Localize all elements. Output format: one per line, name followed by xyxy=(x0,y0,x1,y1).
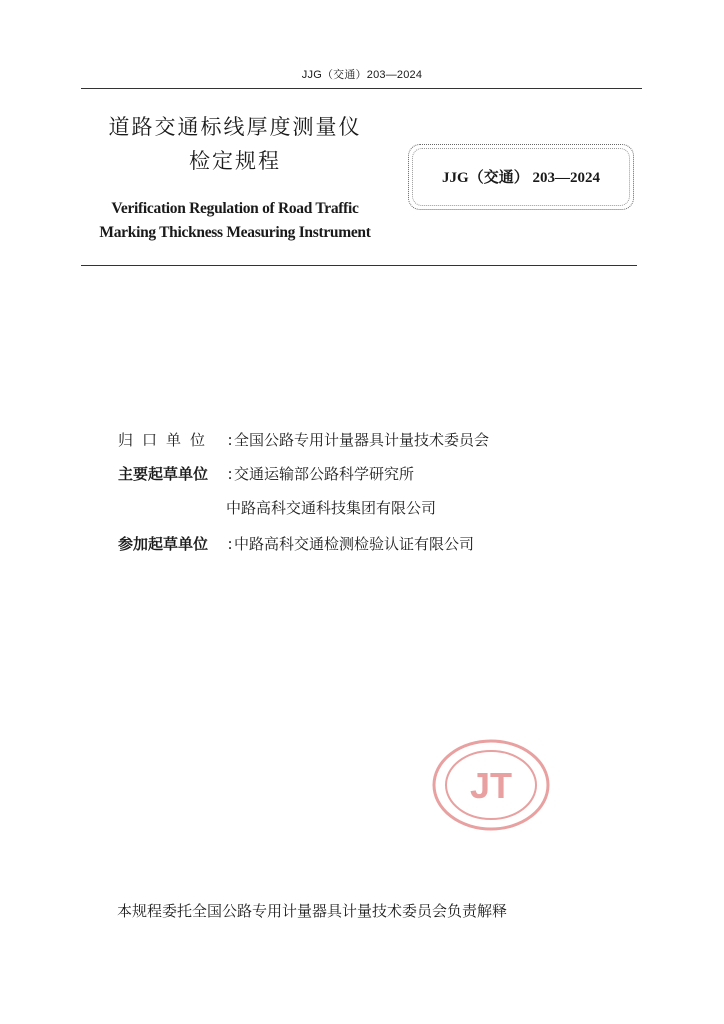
header-code: JJG（交通）203—2024 xyxy=(301,69,423,81)
footer-text: 本规程委托全国公路专用计量器具计量技术委员会负责解释 xyxy=(117,902,508,920)
seal-text: JT xyxy=(469,765,513,806)
standard-code-box xyxy=(408,144,634,210)
separator: : xyxy=(227,535,233,553)
main-drafting-unit-value: 交通运输部公路科学研究所 xyxy=(234,465,415,483)
participating-unit-value: 中路高科交通检测检验认证有限公司 xyxy=(234,535,475,553)
middle-rule xyxy=(81,265,637,266)
info-row-responsible-unit xyxy=(118,433,489,448)
cn-title-line-2: 检定规程 xyxy=(189,149,281,173)
en-title-line-1: Verification Regulation of Road Traffic xyxy=(111,200,359,217)
info-row-main-drafting-unit-2 xyxy=(226,501,436,516)
standard-code: JJG（交通） 203—2024 xyxy=(442,170,600,186)
jt-seal-watermark xyxy=(431,738,551,832)
top-rule xyxy=(81,88,642,89)
main-drafting-unit-value-2: 中路高科交通科技集团有限公司 xyxy=(226,499,437,517)
responsible-unit-label: 归口单位 xyxy=(118,431,215,449)
main-drafting-unit-label: 主要起草单位 xyxy=(118,465,209,483)
en-title-line-2: Marking Thickness Measuring Instrument xyxy=(99,224,371,241)
responsible-unit-value: 全国公路专用计量器具计量技术委员会 xyxy=(234,431,490,449)
cn-title-line-1: 道路交通标线厚度测量仪 xyxy=(108,115,362,139)
separator: : xyxy=(227,465,233,483)
info-row-main-drafting-unit xyxy=(118,467,414,482)
participating-unit-label: 参加起草单位 xyxy=(118,535,209,553)
separator: : xyxy=(227,431,233,449)
info-row-participating-unit xyxy=(118,537,474,552)
